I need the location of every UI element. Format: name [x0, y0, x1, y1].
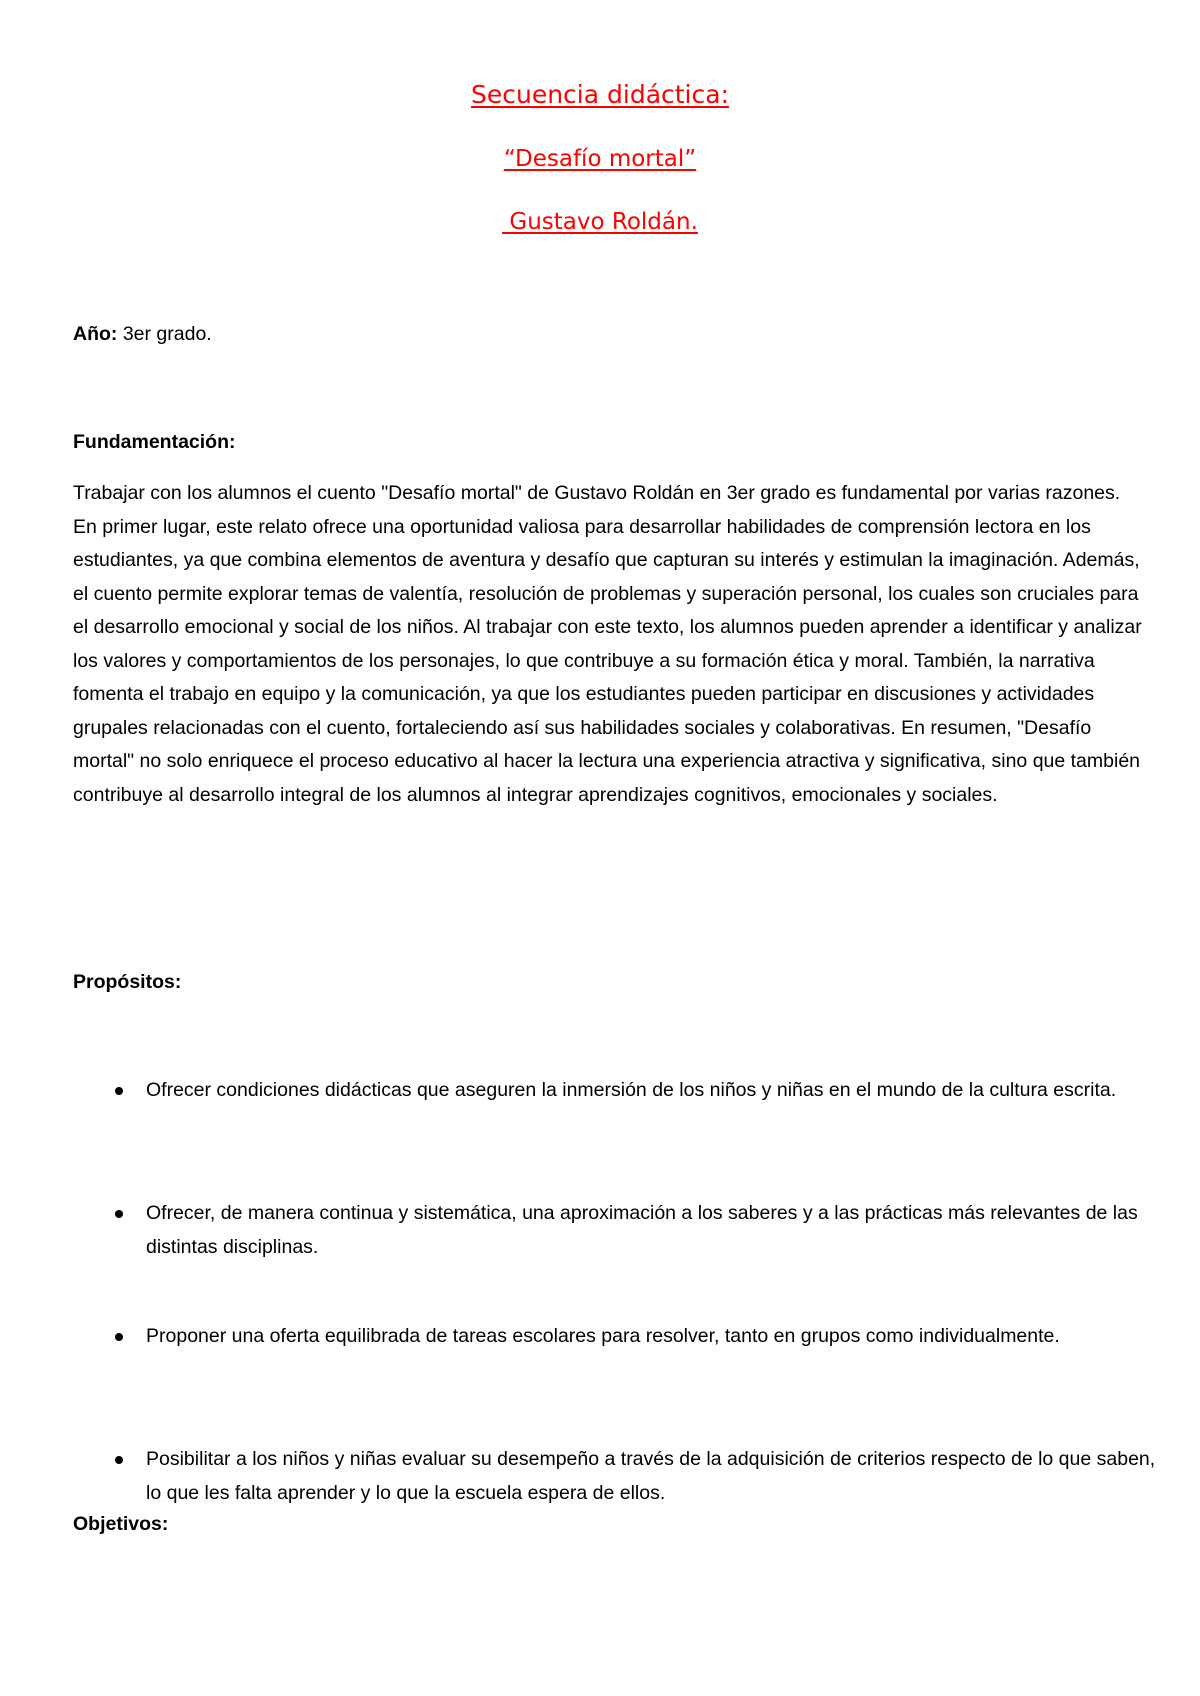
- objetivos-heading: Objetivos:: [73, 1513, 169, 1535]
- document-title: Secuencia didáctica:: [470, 80, 729, 109]
- story-title: “Desafío mortal”: [503, 146, 697, 172]
- anio-value: 3er grado.: [117, 323, 212, 345]
- bullet-dot-icon: [115, 1087, 123, 1095]
- proposito-item: [109, 1073, 1156, 1107]
- propositos-heading: Propósitos:: [73, 971, 182, 993]
- anio-line: [73, 318, 1133, 352]
- proposito-item: [109, 1442, 1156, 1510]
- proposito-item: [109, 1319, 1156, 1353]
- proposito-text: Ofrecer condiciones didácticas que aseguren la inmersión de los niños y niñas en el mundo de la cultura escrita.: [146, 1079, 1117, 1101]
- fundamentacion-heading: Fundamentación:: [73, 431, 236, 453]
- proposito-text: Ofrecer, de manera continua y sistemática, una aproximación a los saberes y a las prácticas más relevantes de las distintas disciplinas.: [146, 1202, 1138, 1258]
- bullet-dot-icon: [115, 1333, 123, 1341]
- author-name: Gustavo Roldán.: [502, 209, 698, 235]
- proposito-text: Proponer una oferta equilibrada de tareas escolares para resolver, tanto en grupos como individualmente.: [146, 1325, 1060, 1347]
- fundamentacion-paragraph: Trabajar con los alumnos el cuento "Desafío mortal" de Gustavo Roldán en 3er grado es fundamental por varias razones. En primer lugar, este relato ofrece una oportunidad valiosa para desarrollar habilidades de comprensión lectora en los estudiantes, ya que combina elementos de aventura y desafío que capturan su interés y estimulan la imaginación. Además, el cuento permite explorar temas de valentía, resolución de problemas y superación personal, los cuales son cruciales para el desarrollo emocional y social de los niños. Al trabajar con este texto, los alumnos pueden aprender a identificar y analizar los valores y comportamientos de los personajes, lo que contribuye a su formación ética y moral. También, la narrativa fomenta el trabajo en equipo y la comunicación, ya que los estudiantes pueden participar en discusiones y actividades grupales relacionadas con el cuento, fortaleciendo así sus habilidades sociales y colaborativas. En resumen, "Desafío mortal" no solo enriquece el proceso educativo al hacer la lectura una experiencia atractiva y significativa, sino que también contribuye al desarrollo integral de los alumnos al integrar aprendizajes cognitivos, emocionales y sociales.: [73, 482, 1142, 806]
- proposito-text: Posibilitar a los niños y niñas evaluar su desempeño a través de la adquisición de criterios respecto de lo que saben, lo que les falta aprender y lo que la escuela espera de ellos.: [146, 1448, 1156, 1504]
- proposito-item: [109, 1196, 1156, 1264]
- bullet-dot-icon: [115, 1210, 123, 1218]
- anio-label: Año:: [73, 323, 118, 345]
- bullet-dot-icon: [115, 1456, 123, 1464]
